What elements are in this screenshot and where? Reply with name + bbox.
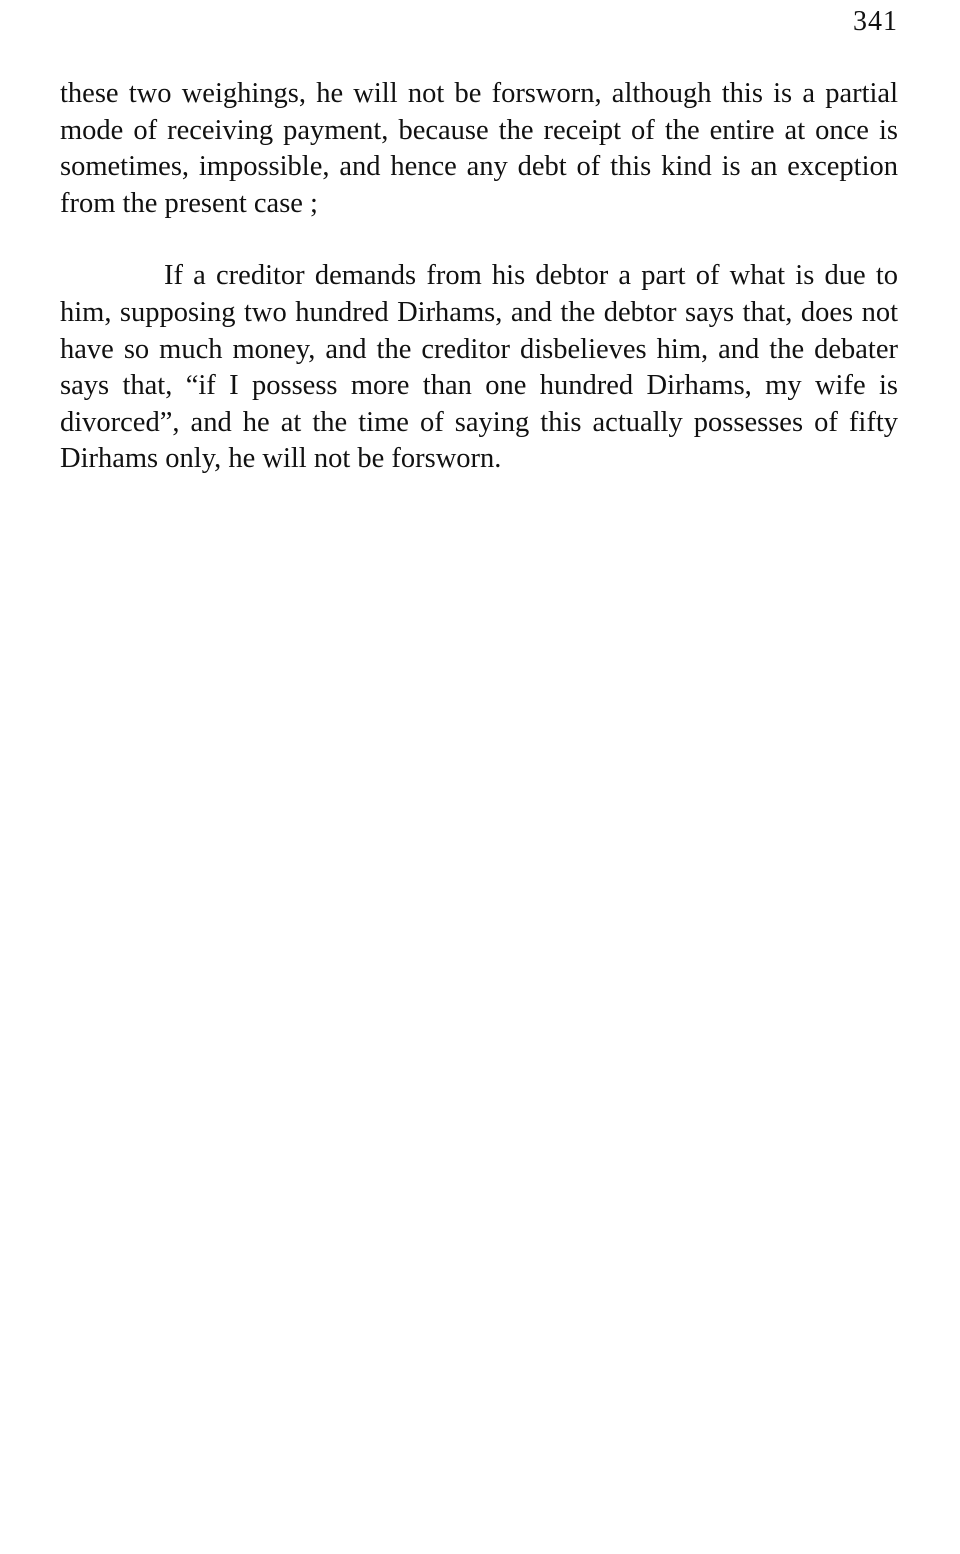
page-number: 341 xyxy=(853,6,898,37)
paragraph-1: these two weighings, he will not be forsworn, although this is a partial mode of receiving payment, because the receipt of the entire at once is sometimes, impossible, and hence any debt of this kind is an exception from the present case ; xyxy=(60,78,898,219)
paragraph-2: If a creditor demands from his debtor a part of what is due to him, supposing two hundred Dirhams, and the debtor says that, does not have so much money, and the creditor disbelieves him, and the debater says that, “if I possess more than one hundred Dirhams, my wife is divorced”, and he at the time of saying this actually possesses of fifty Dirhams only, he will not be forsworn. xyxy=(60,260,898,475)
body-text xyxy=(60,76,898,478)
